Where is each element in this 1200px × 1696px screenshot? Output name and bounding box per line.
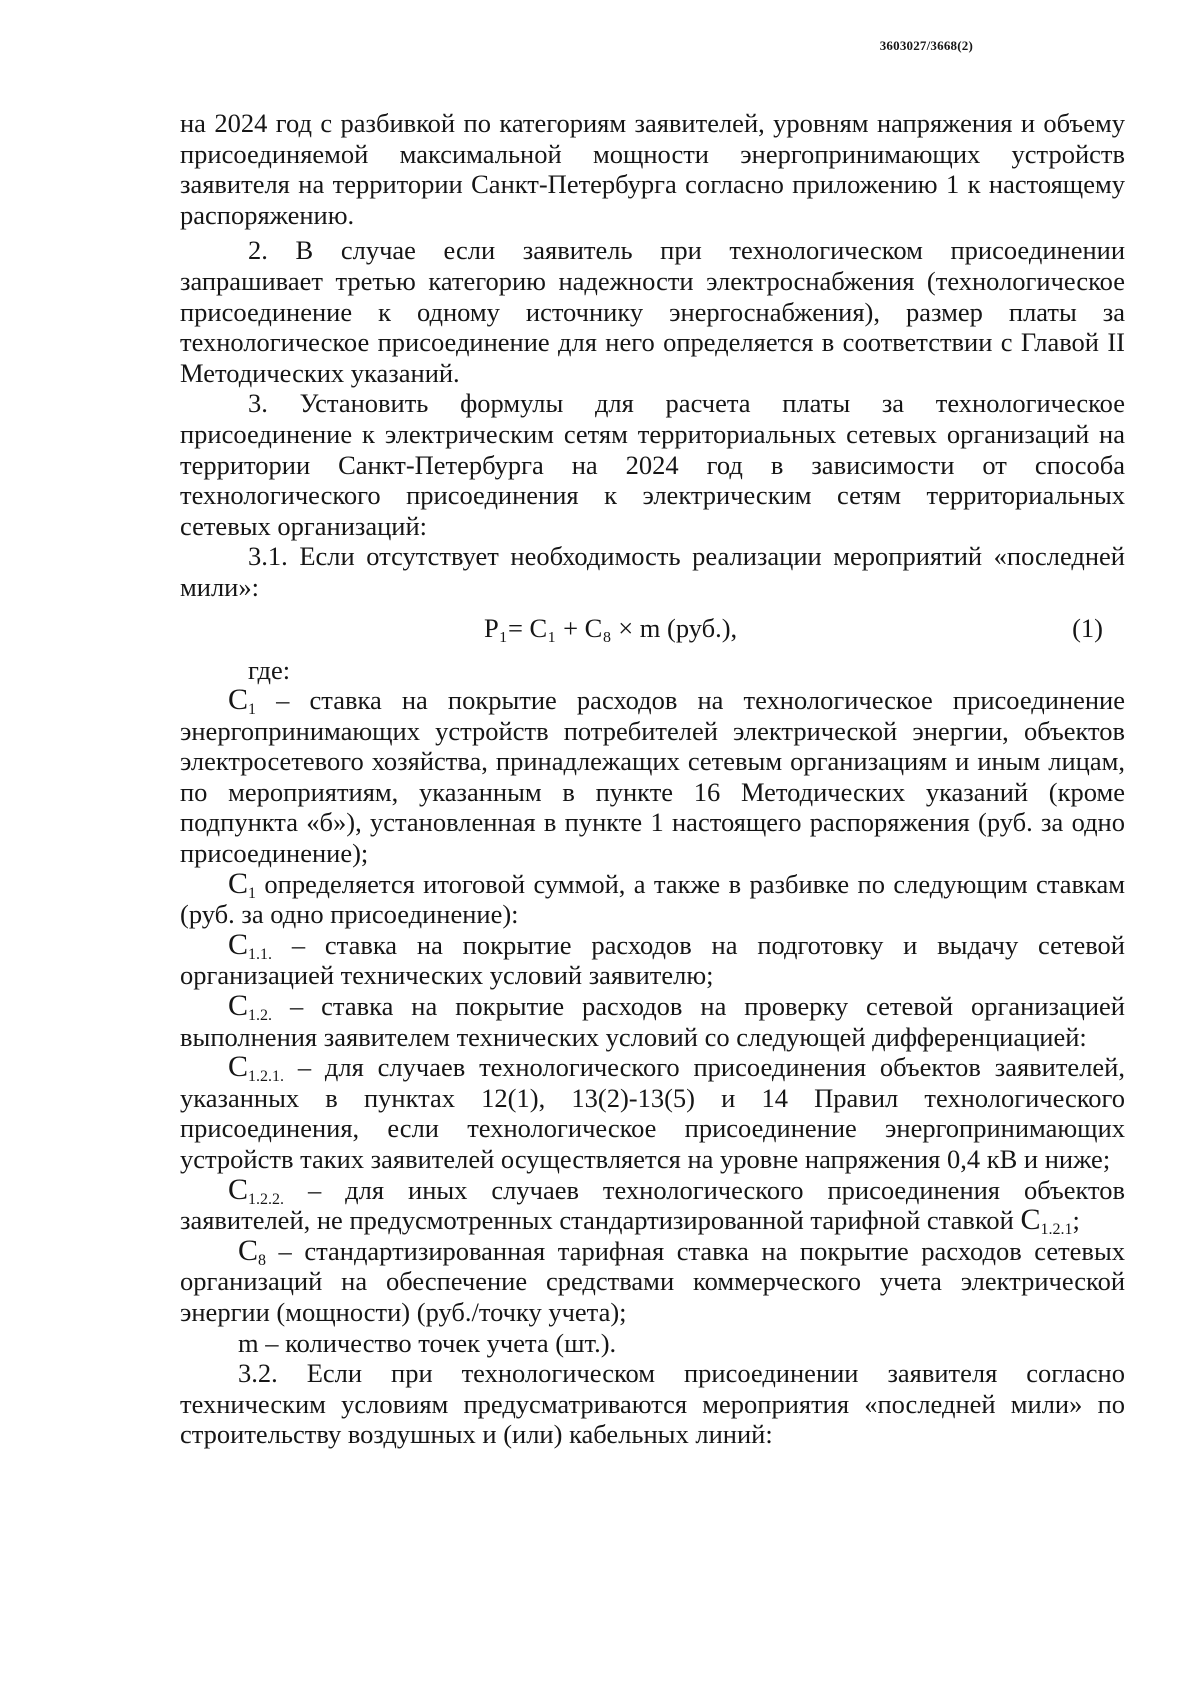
formula-1-number: (1) <box>1072 612 1103 643</box>
document-body <box>180 108 1125 1450</box>
where-label: где: <box>248 654 291 685</box>
definition-c1: $C_1$ – ставка на покрытие расходов на технологическое присоединение энергопринимающих устройств потребителей электрической энергии, объектов электросетевого хозяйства, принадлежащих сетевым организациям и иным лицам, по мероприятиям, указанным в пункте 16 Методических указаний (кроме подпункта «б»), установленная в пункте 1 настоящего распоряжения (руб. за одно присоединение); <box>180 683 1125 869</box>
formula-1-row <box>180 613 1125 649</box>
paragraph-3: 3. Установить формулы для расчета платы за технологическое присоединение к электрическим сетям территориальных сетевых организаций на территории Санкт-Петербурга на 2024 год в зависимости от способа технологического присоединения к электрическим сетям территориальных сетевых организаций: <box>180 388 1125 541</box>
definition-m: m – количество точек учета (шт.). <box>238 1327 617 1358</box>
definition-c1-2-2: $C_{1.2.2.}$ – для иных случаев технологического присоединения объектов заявителей, не предусмотренных стандартизированной тарифной ставкой $C_{1.2.1}$; <box>180 1172 1125 1239</box>
definition-c8: $C_8$ – стандартизированная тарифная ставка на покрытие расходов сетевых организаций на обеспечение средствами коммерческого учета электрической энергии (мощности) (руб./точку учета); <box>180 1233 1125 1327</box>
definition-c1-breakdown: $C_1$ определяется итоговой суммой, а также в разбивке по следующим ставкам (руб. за одно присоединение): <box>180 866 1125 930</box>
document-number: 3603027/3668(2) <box>879 38 973 53</box>
paragraph-intro-continuation: на 2024 год с разбивкой по категориям заявителей, уровням напряжения и объему присоединяемой максимальной мощности энергопринимающих устройств заявителя на территории Санкт-Петербурга согласно приложению 1 к настоящему распоряжению. <box>180 108 1125 230</box>
definition-c1-2-1: $C_{1.2.1.}$ – для случаев технологического присоединения объектов заявителей, указанных в пунктах 12(1), 13(2)-13(5) и 14 Правил технологического присоединения, если технологическое присоединение энергопринимающих устройств таких заявителей осуществляется на уровне напряжения 0,4 кВ и ниже; <box>180 1050 1125 1174</box>
paragraph-3-1: 3.1. Если отсутствует необходимость реализации мероприятий «последней мили»: <box>180 541 1125 602</box>
paragraph-2: 2. В случае если заявитель при технологическом присоединении запрашивает третью категорию надежности электроснабжения (технологическое присоединение к одному источнику энергоснабжения), размер платы за технологическое присоединение для него определяется в соответствии с Главой II Методических указаний. <box>180 235 1125 388</box>
definition-c1-1: $C_{1.1.}$ – ставка на покрытие расходов на подготовку и выдачу сетевой организацией технических условий заявителю; <box>180 927 1125 991</box>
definition-c1-2: $C_{1.2.}$ – ставка на покрытие расходов на проверку сетевой организацией выполнения заявителем технических условий со следующей дифференциацией: <box>180 989 1125 1052</box>
paragraph-3-2: 3.2. Если при технологическом присоединении заявителя согласно техническим условиям предусматриваются мероприятия «последней мили» по строительству воздушных и (или) кабельных линий: <box>180 1358 1125 1450</box>
formula-1: P₁= C₁ + C₈ × m (руб.), <box>484 612 738 643</box>
